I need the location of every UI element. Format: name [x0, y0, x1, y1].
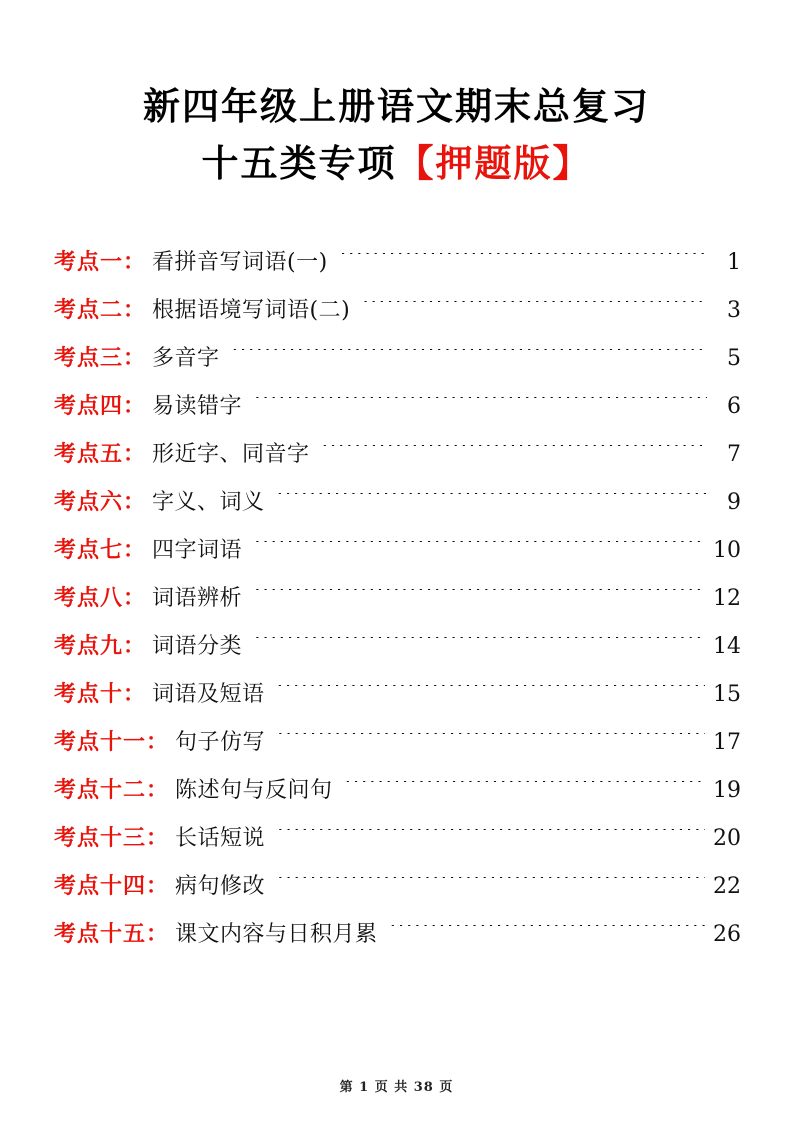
toc-entry-label: 考点十四：: [54, 872, 170, 899]
toc-leader-dots: [277, 493, 707, 509]
toc-entry-title: 形近字、同音字: [152, 441, 310, 467]
toc-entry-page: 1: [727, 249, 741, 275]
toc-entry-label: 考点五：: [54, 440, 147, 467]
toc-leader-dots: [254, 541, 705, 557]
toc-entry-title: 词语辨析: [152, 585, 243, 611]
toc-entry[interactable]: [54, 629, 741, 660]
toc-entry-title: 陈述句与反问句: [175, 777, 333, 803]
toc-leader-dots: [345, 781, 705, 797]
title-line-2-accent: 【押题版】: [396, 141, 592, 186]
toc-entry-title: 易读错字: [152, 393, 243, 419]
toc-entry[interactable]: [54, 869, 741, 900]
toc-entry-label: 考点十：: [54, 680, 147, 707]
toc-leader-dots: [362, 301, 707, 317]
toc-entry-title: 四字词语: [152, 537, 243, 563]
toc-leader-dots: [254, 637, 705, 653]
toc-entry-title: 句子仿写: [175, 729, 266, 755]
toc-leader-dots: [254, 397, 707, 413]
title-line-1: 新四年级上册语文期末总复习: [143, 84, 650, 128]
toc-entry-title: 多音字: [152, 345, 220, 371]
toc-entry-label: 考点六：: [54, 488, 147, 515]
toc-entry-title: 字义、词义: [152, 489, 265, 515]
toc-leader-dots: [277, 829, 705, 845]
toc-entry-label: 考点十二：: [54, 776, 170, 803]
toc-entry-label: 考点二：: [54, 296, 147, 323]
toc-leader-dots: [340, 253, 707, 269]
title-line-2-main: 十五类专项: [201, 141, 397, 186]
toc-entry[interactable]: [54, 677, 741, 708]
page-footer: 第 1 页 共 38 页: [339, 1080, 454, 1095]
toc-leader-dots: [254, 589, 705, 605]
toc-entry[interactable]: [54, 437, 741, 468]
toc-entry-page: 6: [727, 393, 741, 419]
toc-entry[interactable]: [54, 245, 741, 276]
toc-entry[interactable]: [54, 293, 741, 324]
toc-entry-title: 病句修改: [175, 873, 266, 899]
toc-leader-dots: [277, 685, 705, 701]
toc-entry-label: 考点十三：: [54, 824, 170, 851]
toc-entry[interactable]: [54, 581, 741, 612]
toc-leader-dots: [232, 349, 707, 365]
toc-entry-page: 3: [727, 297, 741, 323]
table-of-contents: [52, 245, 741, 948]
toc-entry[interactable]: [54, 485, 741, 516]
toc-entry-label: 考点十五：: [54, 920, 170, 947]
title-line-2: [52, 135, 741, 192]
toc-entry-page: 17: [713, 729, 741, 755]
toc-entry-label: 考点四：: [54, 392, 147, 419]
toc-entry-title: 长话短说: [175, 825, 266, 851]
toc-entry-page: 9: [727, 489, 741, 515]
toc-entry-label: 考点七：: [54, 536, 147, 563]
toc-entry-page: 19: [713, 777, 741, 803]
toc-entry-label: 考点八：: [54, 584, 147, 611]
toc-entry-page: 20: [713, 825, 741, 851]
toc-leader-dots: [277, 877, 705, 893]
toc-entry-page: 10: [713, 537, 741, 563]
toc-leader-dots: [390, 925, 705, 941]
toc-entry-page: 5: [727, 345, 741, 371]
toc-entry[interactable]: [54, 773, 741, 804]
toc-entry-page: 26: [713, 921, 741, 947]
toc-entry-label: 考点九：: [54, 632, 147, 659]
toc-entry-page: 22: [713, 873, 741, 899]
toc-leader-dots: [322, 445, 707, 461]
toc-entry[interactable]: [54, 821, 741, 852]
toc-entry-title: 词语及短语: [152, 681, 265, 707]
toc-entry-label: 考点十一：: [54, 728, 170, 755]
toc-entry-page: 7: [727, 441, 741, 467]
toc-entry[interactable]: [54, 533, 741, 564]
toc-leader-dots: [277, 733, 705, 749]
toc-entry[interactable]: [54, 917, 741, 948]
toc-entry-page: 12: [713, 585, 741, 611]
toc-entry-title: 看拼音写词语(一): [152, 249, 328, 275]
toc-entry-label: 考点一：: [54, 248, 147, 275]
toc-entry-label: 考点三：: [54, 344, 147, 371]
toc-entry[interactable]: [54, 341, 741, 372]
toc-entry-title: 根据语境写词语(二): [152, 297, 351, 323]
toc-entry[interactable]: [54, 389, 741, 420]
toc-entry-title: 课文内容与日积月累: [175, 921, 378, 947]
toc-entry-page: 15: [713, 681, 741, 707]
document-title: [52, 78, 741, 193]
toc-entry-page: 14: [713, 633, 741, 659]
toc-entry-title: 词语分类: [152, 633, 243, 659]
toc-entry[interactable]: [54, 725, 741, 756]
